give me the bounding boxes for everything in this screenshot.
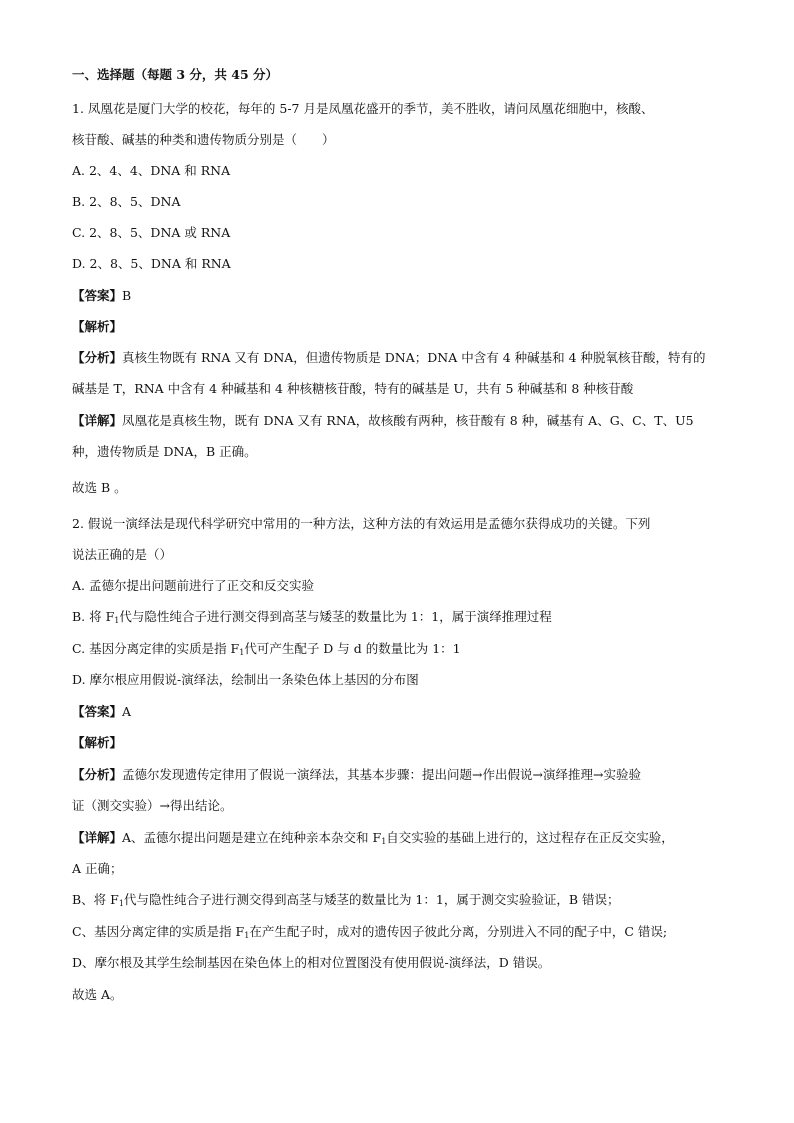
q2-xiangjie-b: [72, 892, 619, 908]
q2-option-a: A. 孟德尔提出问题前进行了正交和反交实验: [72, 578, 314, 593]
option-text: C. 基因分离定律的实质是指 F: [72, 641, 240, 656]
q2-conclusion: 故选 A。: [72, 987, 123, 1002]
fenxi-text: 孟德尔发现遗传定律用了假说一演绎法，其基本步骤：提出问题→作出假说→演绎推理→实验验: [122, 767, 641, 782]
q1-option-c: C. 2、8、5、DNA 或 RNA: [72, 225, 231, 240]
answer-value: B: [122, 288, 132, 303]
xiangjie-tag: 【详解】: [72, 830, 123, 845]
q1-conclusion: 故选 B 。: [72, 480, 127, 495]
q1-analysis-tag: 【解析】: [72, 319, 123, 334]
q1-xiangjie-line-2: 种，遗传物质是 DNA，B 正确。: [72, 444, 257, 459]
xiangjie-tag: 【详解】: [72, 413, 123, 428]
fenxi-text: 真核生物既有 RNA 又有 DNA，但遗传物质是 DNA；DNA 中含有 4 种碱基和 4 种脱氧核苷酸，特有的: [122, 350, 706, 365]
option-text: 代可产生配子 D 与 d 的数量比为 1：1: [244, 641, 461, 656]
subscript: 1: [244, 931, 250, 940]
subscript: 1: [381, 837, 387, 846]
q1-answer: [72, 288, 131, 304]
section-title: 一、选择题（每题 3 分，共 45 分）: [72, 67, 279, 82]
fenxi-tag: 【分析】: [72, 350, 123, 365]
q1-option-b: B. 2、8、5、DNA: [72, 194, 181, 209]
xiangjie-text: B、将 F: [72, 892, 119, 907]
q2-answer: [72, 704, 131, 720]
q2-fenxi-line-2: 证（测交实验）→得出结论。: [72, 798, 233, 813]
q1-stem-line-2: 核苷酸、碱基的种类和遗传物质分别是（ ）: [72, 132, 335, 147]
answer-tag: 【答案】: [72, 704, 123, 719]
q2-option-d: D. 摩尔根应用假说-演绎法，绘制出一条染色体上基因的分布图: [72, 672, 419, 687]
q2-stem-line-2: 说法正确的是（）: [72, 547, 173, 562]
q1-fenxi-line-2: 碱基是 T，RNA 中含有 4 种碱基和 4 种核糖核苷酸，特有的碱基是 U，共有 5 种碱基和 8 种核苷酸: [72, 381, 634, 396]
subscript: 1: [239, 648, 245, 657]
q1-fenxi-line-1: [72, 350, 706, 366]
q1-stem-line-1: 1. 凤凰花是厦门大学的校花，每年的 5-7 月是凤凰花盛开的季节，美不胜收，请问凤凰花细胞中，核酸、: [72, 101, 654, 116]
xiangjie-text: C、基因分离定律的实质是指 F: [72, 924, 245, 939]
q1-option-d: D. 2、8、5、DNA 和 RNA: [72, 256, 231, 271]
q1-xiangjie-line-1: [72, 413, 694, 429]
q2-option-c: [72, 641, 461, 657]
q2-stem-line-1: 2. 假说一演绎法是现代科学研究中常用的一种方法，这种方法的有效运用是孟德尔获得成功的关键。下列: [72, 516, 651, 531]
q2-xiangjie-c: [72, 924, 667, 940]
q2-xiangjie-line-2: A 正确；: [72, 861, 123, 876]
subscript: 1: [114, 616, 120, 625]
option-text: B. 将 F: [72, 609, 115, 624]
q2-option-b: [72, 609, 552, 625]
fenxi-tag: 【分析】: [72, 767, 123, 782]
xiangjie-text: 自交实验的基础上进行的，这过程存在正反交实验，: [386, 830, 674, 845]
xiangjie-text: 凤凰花是真核生物，既有 DNA 又有 RNA，故核酸有两种，核苷酸有 8 种，碱基有 A、G、C、T、U5: [122, 413, 694, 428]
q2-analysis-tag: 【解析】: [72, 735, 123, 750]
q2-xiangjie-line-1: [72, 830, 674, 846]
option-text: 代与隐性纯合子进行测交得到高茎与矮茎的数量比为 1：1，属于演绎推理过程: [119, 609, 552, 624]
q2-fenxi-line-1: [72, 767, 641, 783]
xiangjie-text: A、孟德尔提出问题是建立在纯种亲本杂交和 F: [122, 830, 382, 845]
xiangjie-text: 代与隐性纯合子进行测交得到高茎与矮茎的数量比为 1：1，属于测交实验验证，B 错误；: [123, 892, 620, 907]
xiangjie-text: 在产生配子时，成对的遗传因子彼此分离，分别进入不同的配子中，C 错误;: [249, 924, 668, 939]
answer-tag: 【答案】: [72, 288, 123, 303]
answer-value: A: [122, 704, 132, 719]
q1-option-a: A. 2、4、4、DNA 和 RNA: [72, 163, 231, 178]
q2-xiangjie-d: D、摩尔根及其学生绘制基因在染色体上的相对位置图没有使用假说-演绎法，D 错误。: [72, 955, 551, 970]
subscript: 1: [118, 899, 124, 908]
